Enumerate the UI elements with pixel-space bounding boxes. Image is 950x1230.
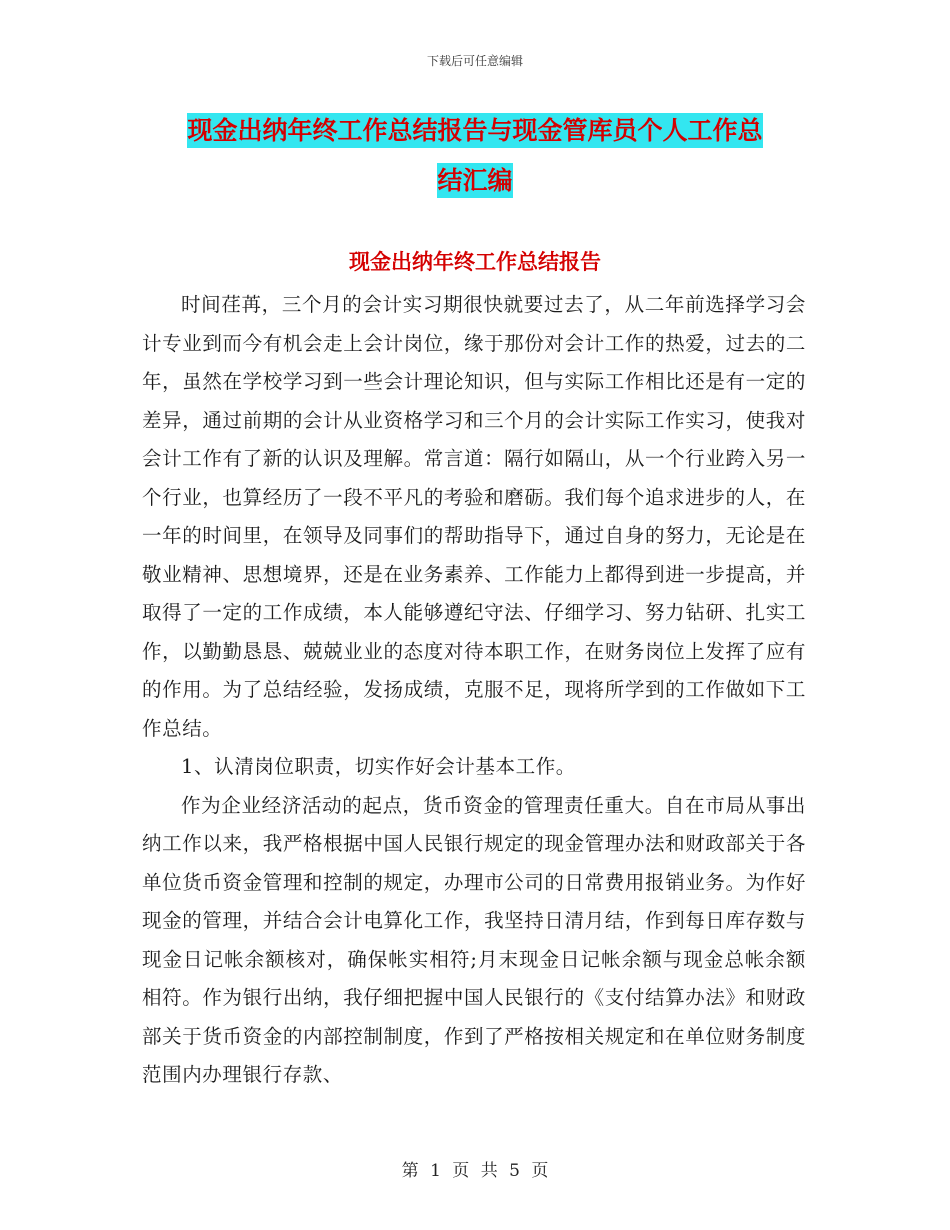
document-title xyxy=(140,106,810,206)
section-heading: 现金出纳年终工作总结报告 xyxy=(349,250,601,274)
paragraph-cash-management: 作为企业经济活动的起点，货币资金的管理责任重大。自在市局从事出纳工作以来，我严格根据中国人民银行规定的现金管理办法和财政部关于各单位货币资金管理和控制的规定，办理市公司的日常费用报销业务。为作好现金的管理，并结合会计电算化工作，我坚持日清月结，作到每日库存数与现金日记帐余额核对，确保帐实相符;月末现金日记帐余额与现金总帐余额相符。作为银行出纳，我仔细把握中国人民银行的《支付结算办法》和财政部关于货币资金的内部控制制度，作到了严格按相关规定和在单位财务制度范围内办理银行存款、 xyxy=(142,793,806,1086)
page-header-note: 下载后可任意编辑 xyxy=(426,54,523,68)
document-title-line1: 现金出纳年终工作总结报告与现金管库员个人工作总 xyxy=(187,113,762,148)
body-text xyxy=(142,286,806,1095)
paragraph-intro: 时间荏苒，三个月的会计实习期很快就要过去了，从二年前选择学习会计专业到而今有机会走上会计岗位，缘于那份对会计工作的热爱，过去的二年，虽然在学校学习到一些会计理论知识，但与实际工作相比还是有一定的差异，通过前期的会计从业资格学习和三个月的会计实际工作实习，使我对会计工作有了新的认识及理解。常言道：隔行如隔山，从一个行业跨入另一个行业，也算经历了一段不平凡的考验和磨砺。我们每个追求进步的人，在一年的时间里，在领导及同事们的帮助指导下，通过自身的努力，无论是在敬业精神、思想境界，还是在业务素养、工作能力上都得到进一步提高，并取得了一定的工作成绩，本人能够遵纪守法、仔细学习、努力钻研、扎实工作，以勤勤恳恳、兢兢业业的态度对待本职工作，在财务岗位上发挥了应有的作用。为了总结经验，发扬成绩，克服不足，现将所学到的工作做如下工作总结。 xyxy=(142,293,806,740)
paragraph-point-1: 1、认清岗位职责，切实作好会计基本工作。 xyxy=(181,755,576,778)
document-title-line2: 结汇编 xyxy=(437,163,512,198)
page-number: 第 1 页 共 5 页 xyxy=(401,1161,549,1181)
